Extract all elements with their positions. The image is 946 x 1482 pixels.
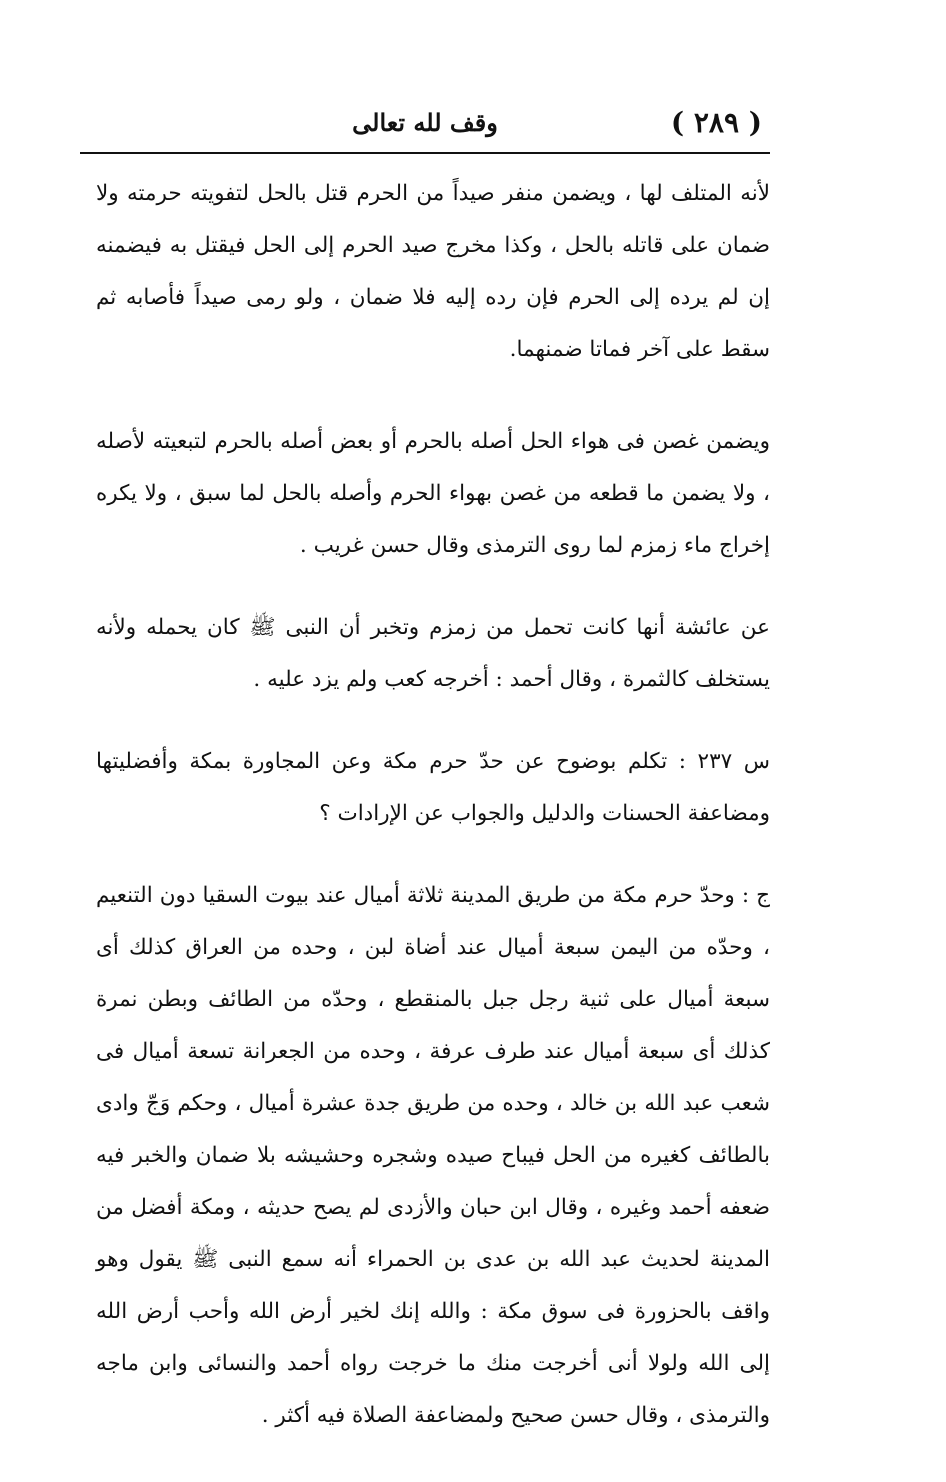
answer-237: ج : وحدّ حرم مكة من طريق المدينة ثلاثة أميال عند بيوت السقيا دون التنعيم ، وحدّه من اليمن سبعة أميال عند أضاة لبن ، وحده من العراق كذلك أى سبعة أميال على ثنية رجل جبل بالمنقطع ، وحدّه من الطائف وبطن نمرة كذلك أى سبعة أميال عند طرف عرفة ، وحده من الجعرانة تسعة أميال فى شعب عبد الله بن خالد ، وحده من طريق جدة عشرة أميال ، وحكم وَجّ وادى بالطائف كغيره من الحل فيباح صيده وشجره وحشيشه بلا ضمان والخبر فيه ضعفه أحمد وغيره ، وقال ابن حبان والأزدى لم يصح حديثه ، ومكة أفضل من المدينة لحديث عبد الله بن عدى بن الحمراء أنه سمع النبى ﷺ يقول وهو واقف بالحزورة فى سوق مكة : والله إنك لخير أرض الله وأحب أرض الله إلى الله ولولا أنى أخرجت منك ما خرجت رواه أحمد والنسائى وابن ماجه والترمذى ، وقال حسن صحيح ولمضاعفة الصلاة فيه أكثر . <box>96 883 771 1428</box>
paragraph-3: عن عائشة أنها كانت تحمل من زمزم وتخبر أن النبى ﷺ كان يحمله ولأنه يستخلف كالثمرة ، وقال أحمد : أخرجه كعب ولم يزد عليه . <box>96 615 770 692</box>
header-rule <box>80 152 770 154</box>
page-number: ( ٢٨٩ ) <box>670 106 762 139</box>
running-head <box>80 100 770 150</box>
paragraph-1: لأنه المتلف لها ، ويضمن منفر صيداً من الحرم قتل بالحل لتفويته حرمته ولا ضمان على قاتله بالحل ، وكذا مخرج صيد الحرم إلى الحل فيقتل به فيضمنه إن لم يرده إلى الحرم فإن رده إليه فلا ضمان ، ولو رمى صيداً فأصابه ثم سقط على آخر فماتا ضمنهما. <box>96 181 770 362</box>
question-237: س ٢٣٧ : تكلم بوضوح عن حدّ حرم مكة وعن المجاورة بمكة وأفضليتها ومضاعفة الحسنات والدليل والجواب عن الإرادات ؟ <box>96 749 770 826</box>
page-body <box>96 168 770 1482</box>
running-title: وقف لله تعالى <box>352 108 498 137</box>
paragraph-2: ويضمن غصن فى هواء الحل أصله بالحرم أو بعض أصله بالحرم لتبعيته لأصله ، ولا يضمن ما قطعه من غصن بهواء الحرم وأصله بالحل لما سبق ، ولا يكره إخراج ماء زمزم لما روى الترمذى وقال حسن غريب . <box>96 429 770 558</box>
